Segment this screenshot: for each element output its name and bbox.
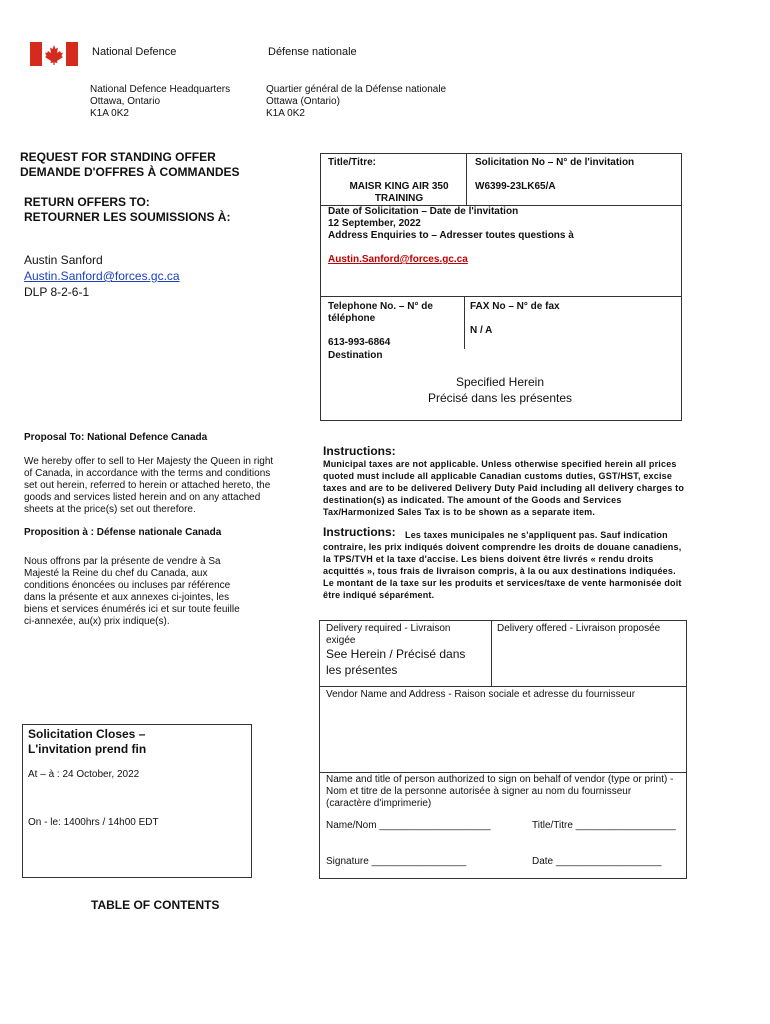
proposal-fr-text: Nous offrons par la présente de vendre à Sa Majesté la Reine du chef du Canada, aux conditions énoncées ou incluses par référence dans la présente et aux annexes ci-jointes, les biens et services énumérés ici et sur toute feuille ci-annexée, au(x) prix indique(s). xyxy=(24,556,240,627)
solicitation-number-value: W6399-23LK65/A xyxy=(475,181,556,192)
date-field[interactable]: Date ___________________ xyxy=(532,856,662,867)
request-title: REQUEST FOR STANDING OFFER DEMANDE D'OFFRES À COMMANDES xyxy=(20,150,240,179)
contact-email-link[interactable]: Austin.Sanford@forces.gc.ca xyxy=(24,269,180,283)
contact-name: Austin Sanford xyxy=(24,253,103,267)
destination-value: Specified Herein Précisé dans les présentes xyxy=(427,375,573,405)
signature-field[interactable]: Signature _________________ xyxy=(326,856,467,867)
dept-name-en: National Defence xyxy=(92,46,177,58)
proposal-en-title: Proposal To: National Defence Canada xyxy=(24,432,208,443)
return-offers-title: RETURN OFFERS TO: RETOURNER LES SOUMISSIONS À: xyxy=(24,195,231,224)
instructions-fr-text: Les taxes municipales ne s'appliquent pas. Sauf indication contraire, les prix indiqués doivent comprendre les droits de douane canadiens, la TPS/TVH et la taxe d'accise. Les biens doivent être livrés « rendu droits acquittés », tous frais de livraison compris, à la ou aux destinations indiquées. Le montant de la taxe sur les produits et services/taxe de vente harmonisée doit être indiqué séparément. xyxy=(323,530,682,600)
destination-label: Destination xyxy=(328,350,383,361)
telephone-label: Telephone No. – N° de téléphone xyxy=(328,301,433,324)
table-of-contents: TABLE OF CONTENTS xyxy=(91,898,220,912)
closes-on: On - le: 1400hrs / 14h00 EDT xyxy=(28,817,159,828)
dept-name-fr: Défense nationale xyxy=(268,46,357,58)
instructions-en-title: Instructions: xyxy=(323,444,396,458)
delivery-required-label: Delivery required - Livraison exigée xyxy=(326,623,451,646)
delivery-required-value: See Herein / Précisé dans les présentes xyxy=(326,647,466,677)
delivery-offered-label: Delivery offered - Livraison proposée xyxy=(497,623,661,634)
vendor-name-address-label: Vendor Name and Address - Raison sociale et adresse du fournisseur xyxy=(326,689,636,700)
closes-at: At – à : 24 October, 2022 xyxy=(28,769,140,780)
address-enquiries-label: Address Enquiries to – Adresser toutes questions à xyxy=(328,230,574,241)
enquiry-email-link[interactable]: Austin.Sanford@forces.gc.ca xyxy=(328,254,468,265)
solicitation-date-label: Date of Solicitation – Date de l'invitation xyxy=(328,206,519,217)
contact-dlp: DLP 8-2-6-1 xyxy=(24,285,90,299)
address-fr: Quartier général de la Défense nationale Ottawa (Ontario) K1A 0K2 xyxy=(266,84,447,119)
name-field[interactable]: Name/Nom ____________________ xyxy=(326,820,491,831)
title-value: MAISR KING AIR 350 TRAINING xyxy=(349,181,449,204)
solicitation-date-value: 12 September, 2022 xyxy=(328,218,421,229)
fax-label: FAX No – N° de fax xyxy=(470,301,560,312)
address-en: National Defence Headquarters Ottawa, Ontario K1A 0K2 xyxy=(90,84,231,119)
telephone-value: 613-993-6864 xyxy=(328,337,391,348)
authorized-person-label: Name and title of person authorized to sign on behalf of vendor (type or print) - Nom et titre de la personne autorisée à signer au nom du fournisseur (caractère d'imprimerie) xyxy=(326,774,674,809)
proposal-en-text: We hereby offer to sell to Her Majesty the Queen in right of Canada, in accordance with the terms and conditions set out herein, referred to herein or attached hereto, the goods and services listed herein and on any attached sheets at the price(s) set out therefore. xyxy=(24,456,274,515)
canada-flag-icon xyxy=(30,42,78,66)
title-label: Title/Titre: xyxy=(328,157,376,168)
title-field[interactable]: Title/Titre __________________ xyxy=(532,820,676,831)
instructions-fr-title: Instructions: xyxy=(323,525,396,539)
instructions-en-text: Municipal taxes are not applicable. Unless otherwise specified herein all prices quoted must include all applicable Canadian customs duties, GST/HST, excise taxes and are to be delivered Delivery Duty Paid including all delivery charges to destination(s) as indicated. The amount of the Goods and Services Tax/Harmonized Sales Tax is to be shown as a separate item. xyxy=(323,459,685,517)
proposal-fr-title: Proposition à : Défense nationale Canada xyxy=(24,527,222,538)
solicitation-closes-title: Solicitation Closes – L'invitation prend fin xyxy=(28,727,147,756)
fax-value: N / A xyxy=(470,325,493,336)
solicitation-number-label: Solicitation No – N° de l'invitation xyxy=(475,157,635,168)
